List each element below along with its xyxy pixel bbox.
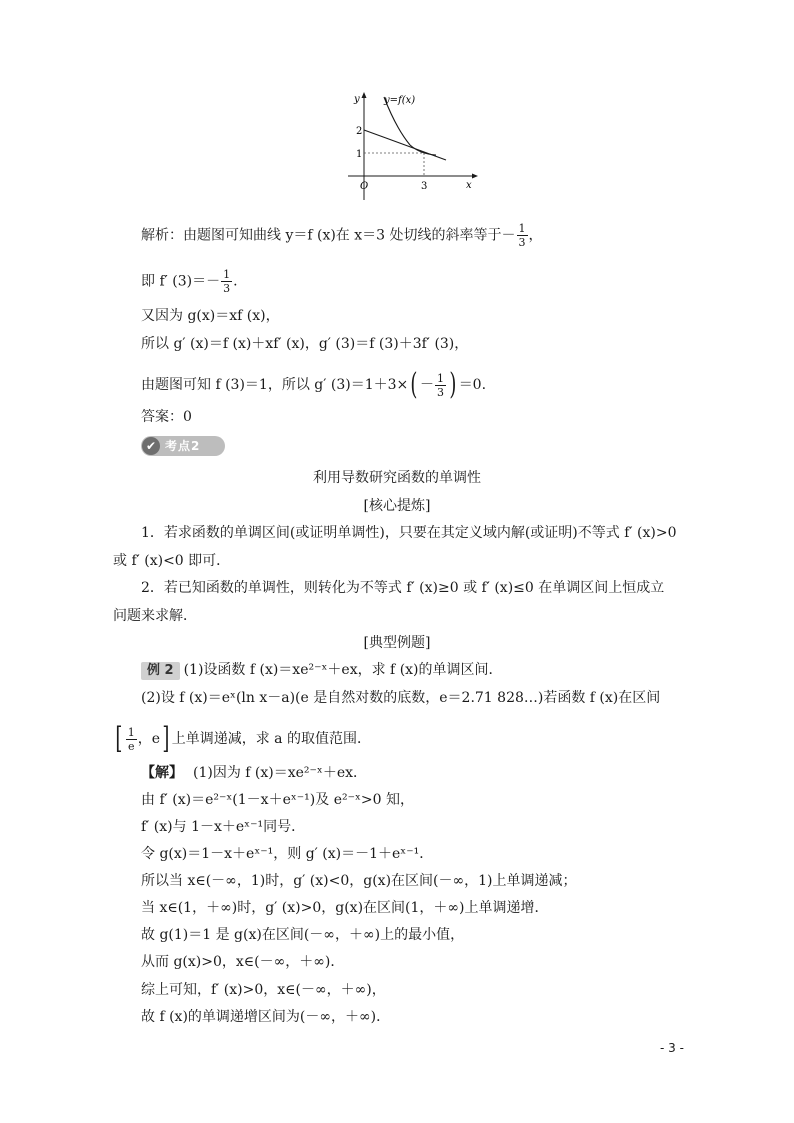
check-icon: ✔ [142,437,160,455]
fraction: $\frac{1}{3}$ [518,222,526,249]
example-tag: 例 2 [141,662,180,680]
page-number: - 3 - [660,1041,684,1055]
solution-line-7: 故 g(1)＝1 是 g(x)在区间(－∞，＋∞)上的最小值， [141,927,465,943]
example-question-2-line-1: (2)设 f (x)＝eˣ(ln x－a)(e 是自然对数的底数，e＝2.71 828…)若函数 f (x)在区间 [141,690,661,706]
example-title: [典型例题] [363,635,431,651]
core-point-1-line-1: 1．若求函数的单调区间(或证明单调性)，只要在其定义域内解(或证明)不等式 f′ (x)>0 [141,525,677,541]
core-point-2-line-2: 问题来求解． [113,608,197,624]
core-title: [核心提炼] [363,498,431,514]
function-graph-figure [340,88,480,204]
analysis-line-3: 又因为 g(x)＝xf (x)， [141,308,280,324]
solution-line-4: 令 g(x)＝1－x＋eˣ⁻¹，则 g′ (x)＝－1＋eˣ⁻¹． [141,846,434,862]
kaodian-badge [141,436,225,456]
fraction: $\frac{1}{e}$ [127,725,135,753]
fraction: $\frac{1}{3}$ [223,268,231,295]
analysis-line-1: 解析：由题图可知曲线 y＝f (x)在 x＝3 处切线的斜率等于－ $\frac{1}{3}$ ， [141,222,543,249]
badge-label: 考点2 [165,439,201,453]
core-point-1-line-2: 或 f′ (x)<0 即可． [113,553,231,569]
example-question-1: 例 2 (1)设函数 f (x)＝xe²⁻ˣ＋ex，求 f (x)的单调区间． [141,660,503,680]
example-question-2-line-2: [ $\frac{1}{e}$ ，e] 上单调递减，求 a 的取值范围． [115,721,371,756]
tick-1-label: 1 [356,149,363,160]
solution-line-6: 当 x∈(1，＋∞)时，g′ (x)>0，g(x)在区间(1，＋∞)上单调递增． [141,900,549,916]
solution-line-9: 综上可知，f′ (x)>0，x∈(－∞，＋∞)， [141,982,386,998]
y-axis-label: y [354,94,360,105]
x-axis-label: x [466,180,472,191]
analysis-line-4: 所以 g′ (x)＝f (x)＋xf′ (x)，g′ (3)＝f (3)＋3f′ (3)， [141,336,469,352]
analysis-line-5: 由题图可知 f (3)＝1，所以 g′ (3)＝1＋3×( － $\frac{1}{3}$ ) ＝0. [141,367,487,402]
solution-line-10: 故 f (x)的单调递增区间为(－∞，＋∞)． [141,1009,391,1025]
section-title: 利用导数研究函数的单调性 [313,470,481,486]
curve-label: y=f(x) [384,95,416,106]
solution-line-5: 所以当 x∈(－∞，1)时，g′ (x)<0，g(x)在区间(－∞，1)上单调递减； [141,873,577,889]
answer-line: 答案：0 [141,409,192,425]
core-point-2-line-1: 2．若已知函数的单调性，则转化为不等式 f′ (x)≥0 或 f′ (x)≤0 在单调区间上恒成立 [141,580,665,596]
solution-line-8: 从而 g(x)>0，x∈(－∞，＋∞)． [141,954,345,970]
solution-line-2: 由 f′ (x)＝e²⁻ˣ(1－x＋eˣ⁻¹)及 e²⁻ˣ>0 知， [141,792,415,808]
tick-3-label: 3 [421,181,428,192]
solution-line-3: f′ (x)与 1－x＋eˣ⁻¹同号． [141,819,306,835]
tick-2-label: 2 [356,126,363,137]
fraction: $\frac{1}{3}$ [436,371,444,399]
origin-label: O [360,181,369,192]
solution-tag: 【解】 [141,765,183,781]
solution-line-1: 【解】 (1)因为 f (x)＝xe²⁻ˣ＋ex． [141,765,368,781]
analysis-line-2: 即 f′ (3)＝－ $\frac{1}{3}$ . [141,268,238,295]
